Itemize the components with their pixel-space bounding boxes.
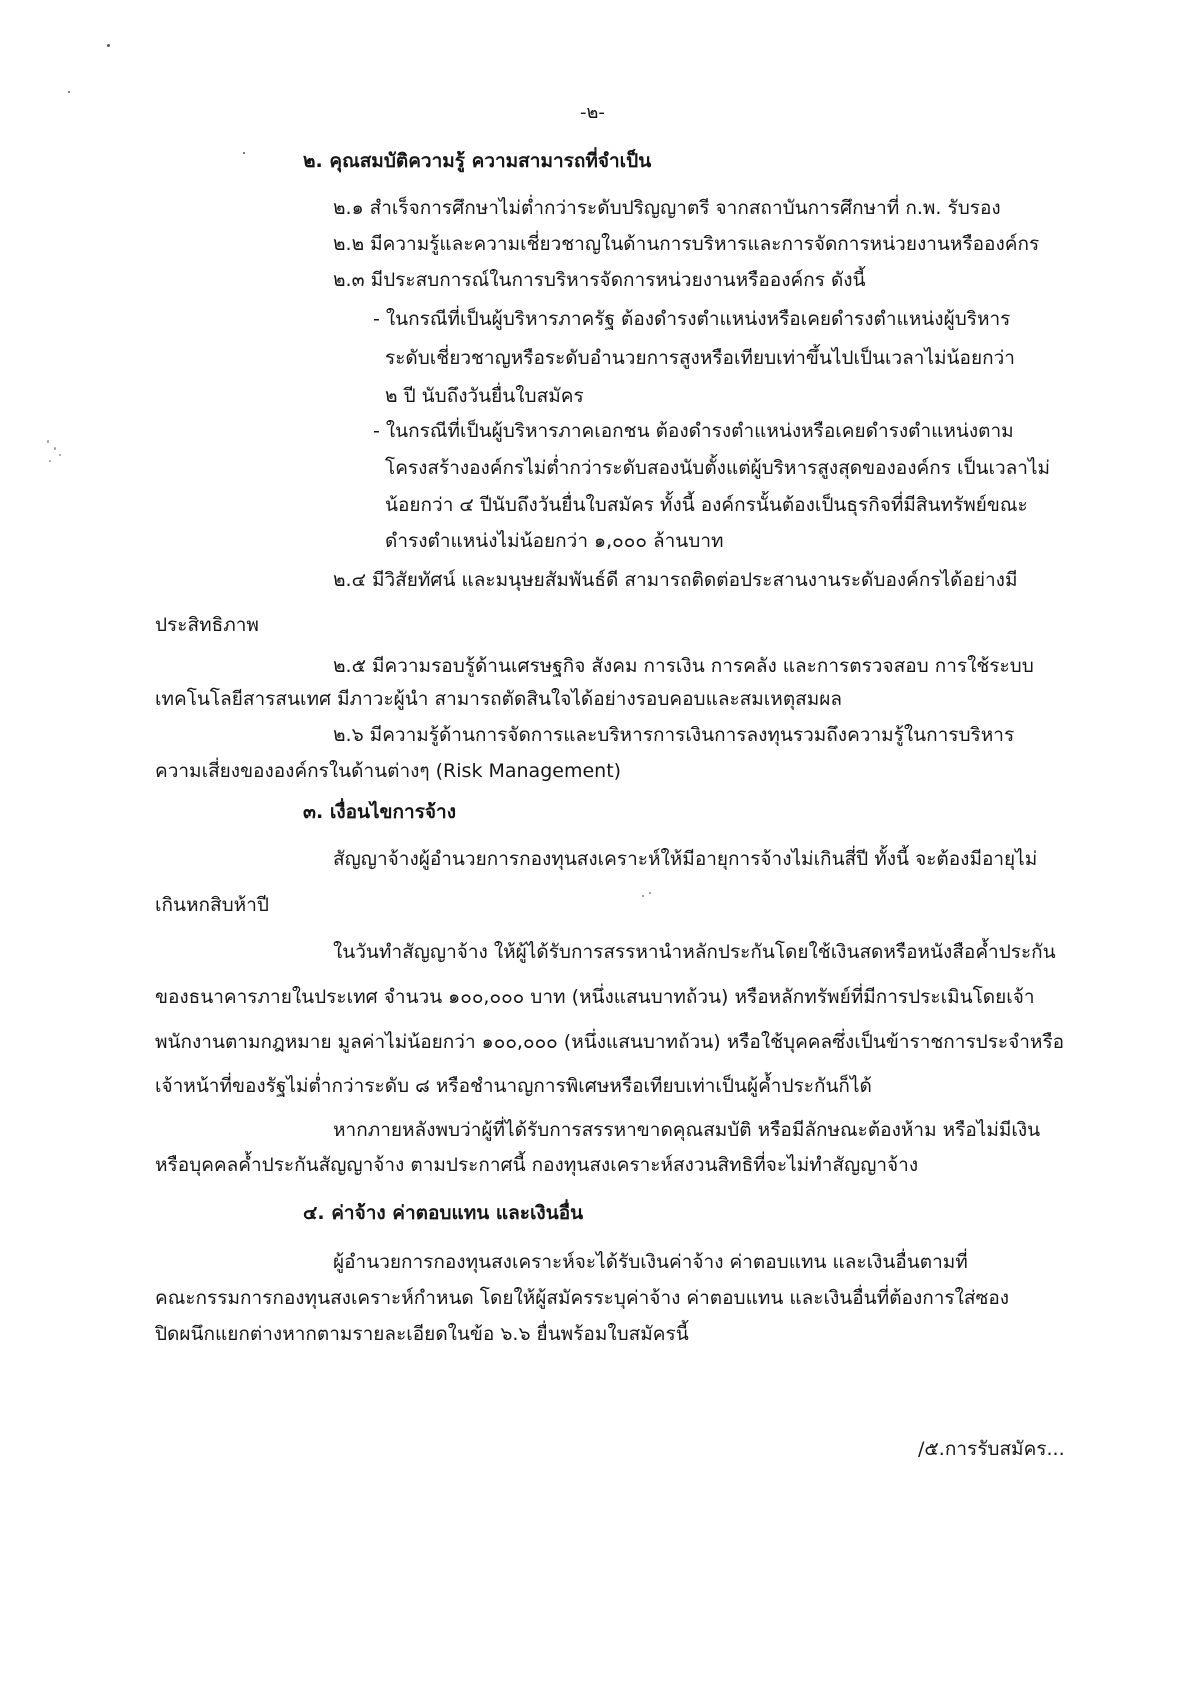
section-3-para1-line: เกินหกสิบห้าปี xyxy=(155,894,269,916)
item-2-3: ๒.๓ มีประสบการณ์ในการบริหารจัดการหน่วยงานหรือองค์กร ดังนี้ xyxy=(333,269,866,291)
scan-speck xyxy=(68,91,70,93)
page-number: -๒- xyxy=(580,102,605,123)
item-2-3-private-line: ดำรงตำแหน่งไม่น้อยกว่า ๑,๐๐๐ ล้านบาท xyxy=(385,530,724,552)
section-2-heading: ๒. คุณสมบัติความรู้ ความสามารถที่จำเป็น xyxy=(303,150,652,172)
item-2-3-public-line: ๒ ปี นับถึงวันยื่นใบสมัคร xyxy=(385,385,584,407)
section-3-para2-line: ในวันทำสัญญาจ้าง ให้ผู้ได้รับการสรรหานำหลักประกันโดยใช้เงินสดหรือหนังสือค้ำประกัน xyxy=(333,941,1056,963)
section-4-para1-line: ผู้อำนวยการกองทุนสงเคราะห์จะได้รับเงินค่าจ้าง ค่าตอบแทน และเงินอื่นตามที่ xyxy=(333,1251,968,1273)
item-2-5-line: ๒.๕ มีความรอบรู้ด้านเศรษฐกิจ สังคม การเงิน การคลัง และการตรวจสอบ การใช้ระบบ xyxy=(333,655,1034,677)
scan-speck xyxy=(107,44,110,47)
section-3-para3-line: หากภายหลังพบว่าผู้ที่ได้รับการสรรหาขาดคุณสมบัติ หรือมีลักษณะต้องห้าม หรือไม่มีเงิน xyxy=(333,1119,1041,1141)
section-3-heading: ๓. เงื่อนไขการจ้าง xyxy=(303,801,456,823)
scan-speck xyxy=(59,454,61,456)
scan-speck xyxy=(642,895,644,897)
scan-speck xyxy=(649,892,651,894)
item-2-3-public-line: ระดับเชี่ยวชาญหรือระดับอำนวยการสูงหรือเทียบเท่าขึ้นไปเป็นเวลาไม่น้อยกว่า xyxy=(385,347,1015,369)
item-2-4-line: ๒.๔ มีวิสัยทัศน์ และมนุษยสัมพันธ์ดี สามารถติดต่อประสานงานระดับองค์กรได้อย่างมี xyxy=(333,569,1018,591)
item-2-6-line: ๒.๖ มีความรู้ด้านการจัดการและบริหารการเงินการลงทุนรวมถึงความรู้ในการบริหาร xyxy=(333,724,1015,746)
item-2-3-private-line: โครงสร้างองค์กรไม่ต่ำกว่าระดับสองนับตั้งแต่ผู้บริหารสูงสุดขององค์กร เป็นเวลาไม่ xyxy=(385,457,1051,479)
section-3-para2-line: พนักงานตามกฎหมาย มูลค่าไม่น้อยกว่า ๑๐๐,๐๐๐ (หนึ่งแสนบาทถ้วน) หรือใช้บุคคลซึ่งเป็นข้าราชการประจำหรือ xyxy=(155,1031,1065,1053)
section-3-para1-line: สัญญาจ้างผู้อำนวยการกองทุนสงเคราะห์ให้มีอายุการจ้างไม่เกินสี่ปี ทั้งนี้ จะต้องมีอายุไม่ xyxy=(333,848,1038,870)
item-2-3-public-line: - ในกรณีที่เป็นผู้บริหารภาครัฐ ต้องดำรงตำแหน่งหรือเคยดำรงตำแหน่งผู้บริหาร xyxy=(373,308,1011,330)
section-3-para3-line: หรือบุคคลค้ำประกันสัญญาจ้าง ตามประกาศนี้ กองทุนสงเคราะห์สงวนสิทธิที่จะไม่ทำสัญญาจ้าง xyxy=(155,1154,919,1176)
item-2-1: ๒.๑ สำเร็จการศึกษาไม่ต่ำกว่าระดับปริญญาตรี จากสถาบันการศึกษาที่ ก.พ. รับรอง xyxy=(333,197,1001,219)
section-4-heading: ๔. ค่าจ้าง ค่าตอบแทน และเงินอื่น xyxy=(303,1202,584,1224)
section-4-para1-line: คณะกรรมการกองทุนสงเคราะห์กำหนด โดยให้ผู้สมัครระบุค่าจ้าง ค่าตอบแทน และเงินอื่นที่ต้องการใส่ซอง xyxy=(155,1287,1010,1309)
scan-speck xyxy=(54,447,56,450)
section-3-para2-line: เจ้าหน้าที่ของรัฐไม่ต่ำกว่าระดับ ๘ หรือชำนาญการพิเศษหรือเทียบเท่าเป็นผู้ค้ำประกันก็ได้ xyxy=(155,1075,872,1097)
item-2-3-private-line: - ในกรณีที่เป็นผู้บริหารภาคเอกชน ต้องดำรงตำแหน่งหรือเคยดำรงตำแหน่งตาม xyxy=(373,420,1014,442)
section-3-para2-line: ของธนาคารภายในประเทศ จำนวน ๑๐๐,๐๐๐ บาท (หนึ่งแสนบาทถ้วน) หรือหลักทรัพย์ที่มีการประเมินโดยเจ้า xyxy=(155,986,1035,1008)
scan-speck xyxy=(49,460,51,462)
item-2-3-private-line: น้อยกว่า ๔ ปีนับถึงวันยื่นใบสมัคร ทั้งนี้ องค์กรนั้นต้องเป็นธุรกิจที่มีสินทรัพย์ขณะ xyxy=(385,494,1028,516)
item-2-5-line: เทคโนโลยีสารสนเทศ มีภาวะผู้นำ สามารถตัดสินใจได้อย่างรอบคอบและสมเหตุสมผล xyxy=(155,688,843,710)
item-2-2: ๒.๒ มีความรู้และความเชี่ยวชาญในด้านการบริหารและการจัดการหน่วยงานหรือองค์กร xyxy=(333,233,1040,255)
item-2-4-line: ประสิทธิภาพ xyxy=(155,614,259,636)
item-2-6-line: ความเสี่ยงขององค์กรในด้านต่างๆ (Risk Management) xyxy=(155,760,622,782)
section-4-para1-line: ปิดผนึกแยกต่างหากตามรายละเอียดในข้อ ๖.๖ ยื่นพร้อมใบสมัครนี้ xyxy=(155,1323,689,1345)
continuation-note: /๕.การรับสมัคร... xyxy=(918,1438,1065,1460)
scan-speck xyxy=(47,440,49,443)
scan-speck xyxy=(243,152,245,154)
